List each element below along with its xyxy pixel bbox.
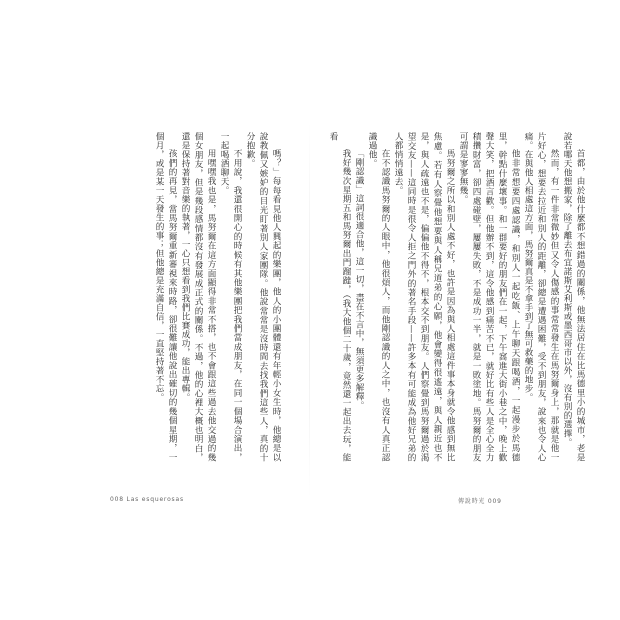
right-page: [310, 0, 620, 620]
paragraph: 用嘿嘿我也是，馬努爾在這方面顯得非常不搭，也不會跟這些過去他交過的幾個女朋友，但是幾段感情都沒有發展成正式的關係。不過，他的心裡大概也明白，還是保持著對音樂的執著，一心只想看到我們比賽成功，能出專輯。: [180, 132, 216, 462]
paragraph: 首都，由於他什麼都不想錯過的關係，他無法居住在比馬德里小的城市，老是說若哪天他想搬家，除了離去布宜諾斯艾利斯或墨西哥市以外，沒有別的選擇。: [562, 132, 585, 462]
paragraph: 他非常想要四處認識，和別人一起吃飯、上午聊天跟喝酒，一起漫步於馬德里，幹點什麼壞事。和一群要好的朋友們在一起，下午窩進大街小巷之中，晚上歡聲大笑，把酒言歡。但他辦不到，這令他感到痛苦不已，就好比有些人是全心全力積攢財富，卻四處碰壁，屢屢失敗，不是成功一半，就是一敗塗地。馬努爾的朋友可謂是寥寥無幾。: [458, 132, 520, 462]
left-page-body: [100, 132, 282, 462]
paragraph: 我好幾次星期五和馬努爾出門蹓躂，（我大他個二十歲，竟然還一起出去玩，能看: [328, 132, 351, 462]
right-page-body: [328, 132, 586, 462]
paragraph: 不用說，我還很開心的時候有其他樂團把我們當成朋友，在同一個場合演出，一起喝酒聊天。: [219, 132, 242, 462]
left-page-folio: 008 Las esquerosas: [110, 496, 184, 503]
paragraph: 「剛認識」這詞很適合他，這一切，盡在不言中，無須更多解釋。: [354, 149, 364, 411]
paragraph: 在不認識馬努爾的人眼中，他很煩人，而他剛認識的人之中，也沒有人真正認識過他。: [367, 132, 390, 462]
paragraph: 孩們的再見，當馬努爾重新審視來時路，卻很難讓他說出確切的幾個星期，一個月，或是某一天發生的事；但他總是充滿自信，一直堅持著不忘。: [154, 132, 177, 462]
paragraph: 馬努爾之所以和別人處不好，也許是因為與人相處這件事本身就令他感到無比焦慮。若有人察覺他想要與人稱兄道弟的心願，他會變得很遙遠，與人親近也不是，與人疏遠也不是，偏偏他不得不，根本交不到朋友。人們察覺到馬努爾過於渴望交友——這同時是很令人拒之門外的著名手段——許多本有可能成為他好兄弟的人都悄悄遠去。: [393, 132, 455, 462]
right-page-folio: 傳說時光 009: [458, 498, 502, 505]
paragraph: 嗎？」每每看見他人興起的樂團，他人的小團體還有年輕小女生時，他總是以說教佩又嫉妒的目光盯著別人家團隊。他說常常是沒時間去找我們這些人，真的十分抱歉。: [245, 132, 281, 462]
paragraph: 然而，有一件非常微妙但又令人傷感的事常常發生在馬努爾身上，那就是他一片好心，想要去拉近和別人的距離，卻總是遭遇困難，受不到朋友，說來也令人心痛。在與他人相處這方面，馬努爾真是不拿手到了無可救藥的地步。: [523, 132, 559, 462]
